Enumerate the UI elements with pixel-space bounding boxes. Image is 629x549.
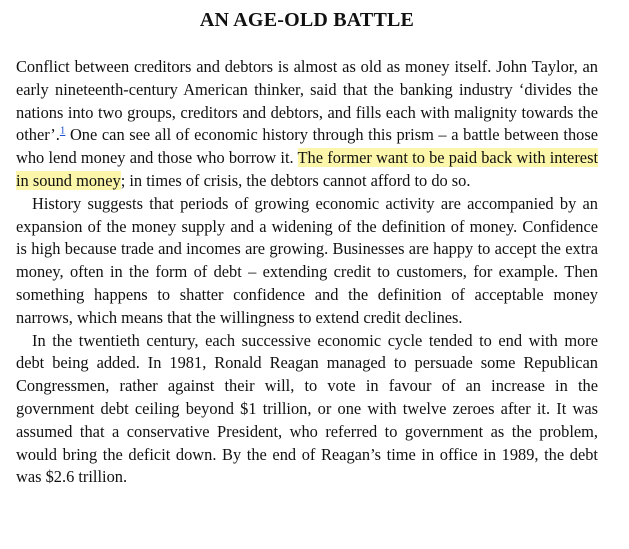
page-title: AN AGE-OLD BATTLE — [199, 9, 415, 31]
paragraph-1-text-cont: One can see all of economic history through this prism – a battle between those who lend money and those who borrow it. — [16, 125, 598, 168]
paragraph-1-text-end: ; in times of crisis, the debtors cannot afford to do so. — [120, 170, 471, 190]
highlighted-passage[interactable]: The former want to be paid back with interest in sound money — [16, 148, 598, 190]
paragraph-1 — [16, 56, 598, 193]
paragraph-2: History suggests that periods of growing economic activity are accompanied by an expansion of the money supply and a widening of the definition of money. Confidence is high because trade and incomes are growing. Businesses are happy to accept the extra money, often in the form of debt – extending credit to customers, for example. Then something happens to shatter confidence and the definition of acceptable money narrows, which means that the willingness to extend credit declines. — [16, 193, 598, 327]
footnote-link[interactable]: 1 — [59, 124, 66, 137]
paragraph-3: In the twentieth century, each successive economic cycle tended to end with more debt being added. In 1981, Ronald Reagan managed to persuade some Republican Congressmen, rather against their will, to vote in favour of an increase in the government debt ceiling beyond $1 trillion, or one with twelve zeroes after it. It was assumed that a conservative President, who referred to government as the problem, would bring the deficit down. By the end of Reagan’s time in office in 1989, the debt was $2.6 trillion. — [16, 330, 598, 487]
paragraph-1-text: Conflict between creditors and debtors is almost as old as money itself. John Taylor, an early nineteenth-century American thinker, said that the banking industry ‘divides the nations into two groups, creditors and debtors, and fills each with malignity towards the other’. — [16, 57, 598, 145]
